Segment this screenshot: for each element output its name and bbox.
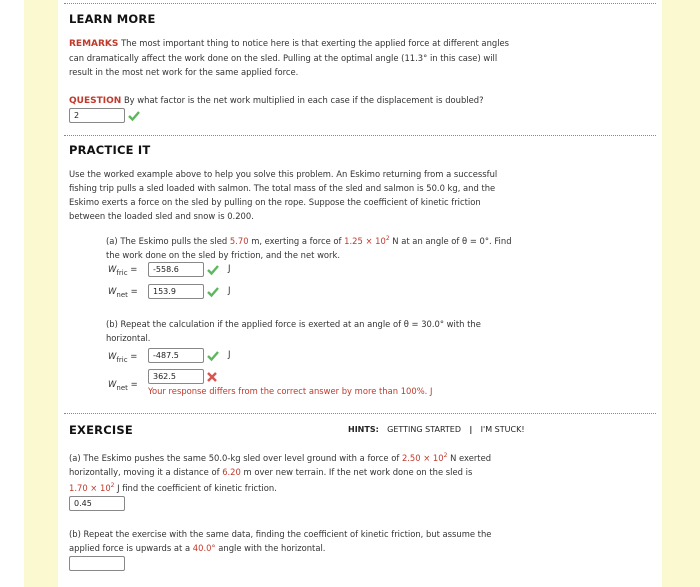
correct-check-icon [206,285,220,299]
exercise-part-a: (a) The Eskimo pushes the same 50.0-kg sled over level ground with a force of $2.50 \times 10^2$ N exerted horizontally, moving it a distance of 6.20 m over new terrain. If the net work done on the sled is $1.70 \times 10^2$ J find the coefficient of kinetic friction. [69,452,492,493]
hints-bar [348,425,525,434]
getting-started-link[interactable]: GETTING STARTED [387,425,462,434]
error-message: Your response differs from the correct answer by more than 100%. J [148,386,433,396]
divider [64,3,656,4]
unit-label: J [228,264,231,274]
remarks-label: REMARKS [69,39,119,49]
exercise-b-answer-input[interactable] [69,556,125,571]
left-margin-stripe [24,0,58,587]
net-work-input-a[interactable]: 153.9 [148,284,204,299]
learn-more-title: LEARN MORE [69,12,156,26]
unit-label: J [228,286,231,296]
exercise-part-b: (b) Repeat the exercise with the same data, finding the coefficient of kinetic friction, but assume the applied force is upwards at a 40.0° angle with the horizontal. [69,529,492,553]
correct-check-icon [206,349,220,363]
question-answer-input[interactable]: 2 [69,108,125,123]
right-margin-stripe [662,0,700,587]
w-net-label-a: $W_{net}$ = [108,287,138,299]
exercise-title: EXERCISE [69,423,133,437]
practice-intro: Use the worked example above to help you solve this problem. An Eskimo returning from a successful fishing trip pulls a sled loaded with salmon. The total mass of the sled and salmon is 50.0 kg, and the Eskimo exerts a force on the sled by pulling on the rope. Suppose the coefficient of kinetic friction between the loaded sled and snow is 0.200. [69,169,498,221]
remarks-paragraph: REMARKS The most important thing to notice here is that exerting the applied force at different angles can dramatically affect the work done on the sled. Pulling at the optimal angle (11.3° in this case) will result in the most net work for the same applied force. [69,38,510,77]
exercise-a-answer-input[interactable]: 0.45 [69,496,125,511]
divider [64,413,656,414]
im-stuck-link[interactable]: I'M STUCK! [480,425,525,434]
net-work-input-b[interactable]: 362.5 [148,369,204,384]
w-fric-label-b: $W_{fric}$ = [108,352,138,364]
incorrect-x-icon [205,370,219,384]
fric-work-input-b[interactable]: -487.5 [148,348,204,363]
content-panel [58,0,662,587]
practice-it-title: PRACTICE IT [69,143,151,157]
hints-label: HINTS: [348,425,379,434]
divider [64,135,656,136]
practice-part-a: (a) The Eskimo pulls the sled 5.70 m, exerting a force of $1.25 \times 10^2$ N at an angle of θ = 0°. Find the work done on the sled by friction, and the net work. [106,235,512,260]
fric-work-input-a[interactable]: -558.6 [148,262,204,277]
question-label: QUESTION [69,96,122,106]
practice-part-b: (b) Repeat the calculation if the applied force is exerted at an angle of θ = 30.0° with the horizontal. [106,319,481,343]
unit-label: J [228,350,231,360]
hints-separator: | [469,425,473,434]
question-text: By what factor is the net work multiplied in each case if the displacement is doubled? [123,95,484,105]
w-fric-label-a: $W_{fric}$ = [108,265,138,277]
correct-check-icon [127,109,141,123]
w-net-label-b: $W_{net}$ = [108,380,138,392]
question-line [69,93,659,108]
correct-check-icon [206,263,220,277]
